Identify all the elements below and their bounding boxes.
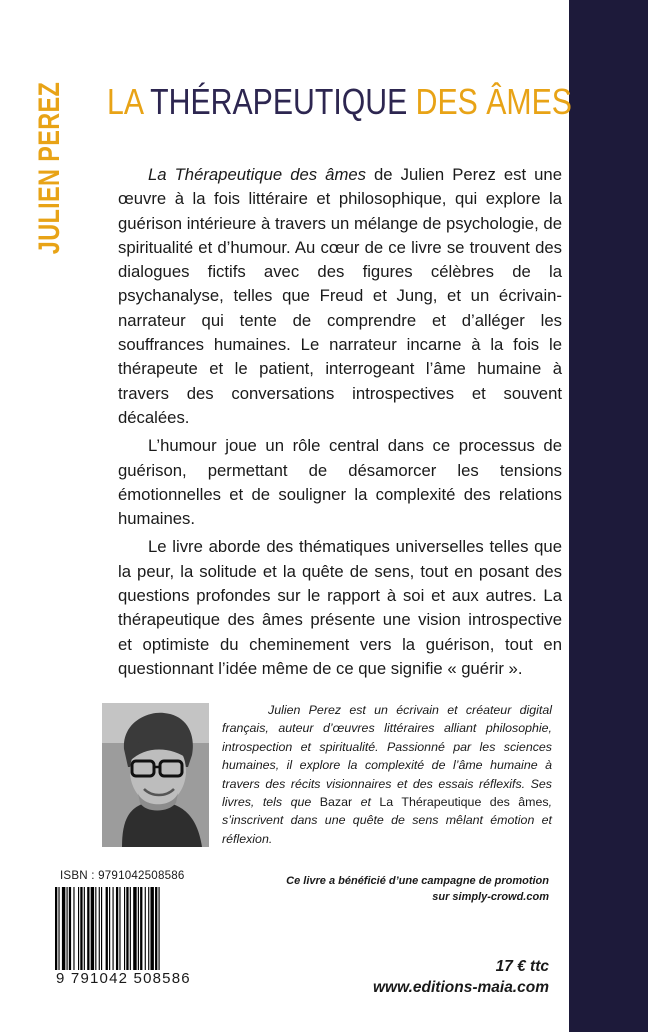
promo-note — [286, 873, 549, 905]
barcode-bar — [87, 887, 89, 982]
synopsis-paragraph-3: Le livre aborde des thématiques universelles telles que la peur, la solitude et la quête de sens, tout en posant des questions profondes sur le rapport à soi et aux autres. La thérapeutique des âmes présente une vision introspective et optimiste du cheminement vers la guérison, tout en questionnant l’idée même de ce que signifie « guérir ». — [118, 537, 562, 678]
barcode-bar — [124, 887, 125, 982]
barcode-bar — [113, 887, 114, 982]
spine-band — [569, 0, 648, 1032]
barcode-bar — [78, 887, 79, 982]
author-name-vertical — [30, 81, 70, 255]
barcode-bar — [62, 887, 65, 982]
synopsis-book-title: La Thérapeutique des âmes — [148, 165, 366, 184]
barcode-bar — [80, 887, 82, 982]
synopsis-paragraph-2: L’humour joue un rôle central dans ce processus de guérison, permettant de désamorcer les tensions émotionnelles et de souligner la complexité des relations humaines. — [118, 436, 562, 529]
barcode-bar — [99, 887, 100, 982]
barcode-bar — [140, 887, 142, 982]
author-portrait-image — [102, 703, 209, 847]
promo-line-2: sur simply-crowd.com — [432, 891, 549, 903]
barcode-bar — [106, 887, 108, 982]
title-word-des-ames: DES ÂMES — [415, 81, 572, 122]
barcode-digits: 9 791042 508586 — [52, 970, 206, 987]
barcode-bar — [58, 887, 59, 982]
synopsis-p1-text: de Julien Perez est une œuvre à la fois littéraire et philosophique, qui explore la guérison intérieure à travers un mélange de psychologie, de spiritualité et d’humour. Au cœur de ce livre se trouvent des dialogues fictifs avec des figures célèbres de la psychanalyse, telles que Freud et Jung, et un écrivain-narrateur qui tente de comprendre et d’alléger les souffrances humaines. Le narrateur incarne à la fois le thérapeute et le patient, interrogeant l’âme humaine à travers des conversations introspectives et souvent décalées. — [118, 165, 562, 427]
bio-text-3: , s’inscrivent dans une quête de sens mêlant émotion et réflexion. — [222, 795, 553, 846]
barcode-bar — [130, 887, 131, 982]
barcode — [55, 887, 195, 982]
synopsis — [118, 163, 562, 685]
barcode-bar — [138, 887, 139, 982]
bio-text-1: Julien Perez est un écrivain et créateur digital français, auteur d’œuvres littéraires alliant philosophie, introspection et spiritualité. Passionné par les sciences humaines, il explore la complexité de l’âme humaine à travers des récits visionnaires et des essais réflexifs. Ses livres, tels que — [222, 703, 552, 810]
barcode-bar — [84, 887, 85, 982]
barcode-bar — [69, 887, 71, 982]
barcode-bar — [119, 887, 120, 982]
title-word-therapeutique: THÉRAPEUTIQUE — [150, 81, 416, 122]
barcode-bar — [101, 887, 102, 982]
barcode-bar — [67, 887, 68, 982]
barcode-bar — [126, 887, 128, 982]
bio-book-therapeutique: La Thérapeutique des âmes — [379, 795, 549, 810]
barcode-bar — [148, 887, 149, 982]
author-bio — [222, 701, 552, 848]
promo-line-1: Ce livre a bénéficié d’une campagne de promotion — [286, 875, 549, 887]
barcode-bar — [133, 887, 136, 982]
barcode-bar — [109, 887, 110, 982]
barcode-bar — [145, 887, 146, 982]
author-photo — [102, 703, 209, 847]
barcode-bar — [95, 887, 96, 982]
barcode-bar — [55, 887, 57, 982]
synopsis-paragraph-1 — [118, 163, 562, 430]
barcode-bar — [91, 887, 94, 982]
bio-book-bazar: Bazar — [319, 795, 353, 810]
book-title — [107, 80, 572, 124]
isbn-label: ISBN : 9791042508586 — [60, 869, 185, 882]
bio-text-2: et — [352, 795, 380, 810]
barcode-bar — [116, 887, 118, 982]
barcode-bar — [155, 887, 157, 982]
publisher-website: www.editions-maia.com — [373, 979, 549, 996]
barcode-bar — [159, 887, 160, 982]
author-name-text: JULIEN PEREZ — [33, 81, 66, 255]
barcode-bar — [150, 887, 153, 982]
title-word-la: LA — [107, 81, 151, 122]
price: 17 € ttc — [495, 958, 549, 975]
barcode-bar — [73, 887, 74, 982]
